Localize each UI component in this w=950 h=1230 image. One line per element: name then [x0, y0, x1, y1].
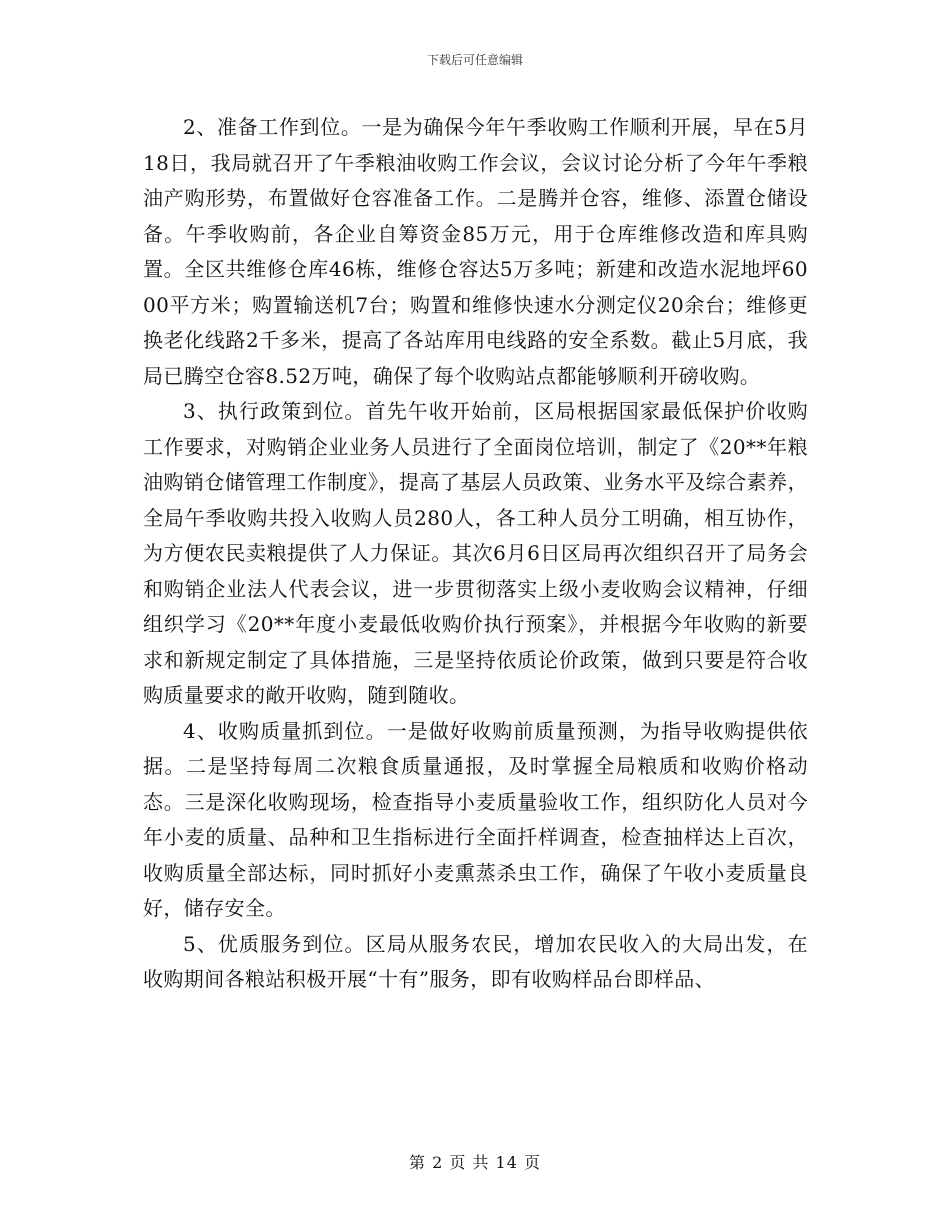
document-body [143, 110, 808, 998]
page-number: 第 2 页 共 14 页 [409, 1153, 541, 1172]
paragraph-policy: 3、执行政策到位。首先午收开始前，区局根据国家最低保护价收购工作要求，对购销企业业务人员进行了全面岗位培训，制定了《20**年粮油购销仓储管理工作制度》，提高了基层人员政策、业务水平及综合素养，全局午季收购共投入收购人员280人，各工种人员分工明确，相互协作，为方便农民卖粮提供了人力保证。其次6月6日区局再次组织召开了局务会和购销企业法人代表会议，进一步贯彻落实上级小麦收购会议精神，仔细组织学习《20**年度小麦最低收购价执行预案》，并根据今年收购的新要求和新规定制定了具体措施，三是坚持依质论价政策，做到只要是符合收购质量要求的敞开收购，随到随收。 [143, 399, 808, 707]
paragraph-preparation: 2、准备工作到位。一是为确保今年午季收购工作顺利开展，早在5月18日，我局就召开了午季粮油收购工作会议，会议讨论分析了今年午季粮油产购形势，布置做好仓容准备工作。二是腾并仓容，维修、添置仓储设备。午季收购前，各企业自筹资金85万元，用于仓库维修改造和库具购置。全区共维修仓库46栋，维修仓容达5万多吨；新建和改造水泥地坪6000平方米；购置输送机7台；购置和维修快速水分测定仪20余台；维修更换老化线路2千多米，提高了各站库用电线路的安全系数。截止5月底，我局已腾空仓容8.52万吨，确保了每个收购站点都能够顺利开磅收购。 [143, 115, 808, 388]
page-header: 下载后可任意编辑 [426, 53, 523, 67]
paragraph-service: 5、优质服务到位。区局从服务农民，增加农民收入的大局出发，在收购期间各粮站积极开展“十有”服务，即有收购样品台即样品、 [143, 931, 808, 991]
paragraph-quality: 4、收购质量抓到位。一是做好收购前质量预测，为指导收购提供依据。二是坚持每周二次粮食质量通报，及时掌握全局粮质和收购价格动态。三是深化收购现场，检查指导小麦质量验收工作，组织防化人员对今年小麦的质量、品种和卫生指标进行全面扦样调查，检查抽样达上百次，收购质量全部达标，同时抓好小麦熏蒸杀虫工作，确保了午收小麦质量良好，储存安全。 [143, 718, 808, 920]
